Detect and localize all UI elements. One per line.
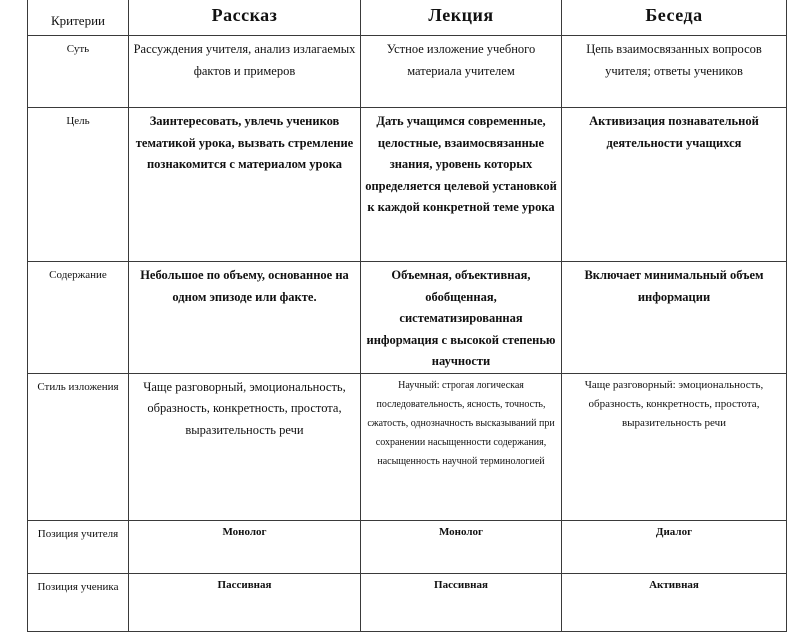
criterion-cell: Суть [28,36,129,108]
table-row [28,262,787,374]
lecture-cell: Объемная, объективная, обобщенная, систематизированная информация с высокой степенью научности [361,262,562,374]
table-row [28,36,787,108]
lecture-cell: Пассивная [361,573,562,631]
header-criteria: Критерии [28,0,129,36]
lecture-cell: Дать учащимся современные, целостные, взаимосвязанные знания, уровень которых определяется целевой установкой к каждой конкретной теме урока [361,108,562,262]
conversation-cell: Цепь взаимосвязанных вопросов учителя; ответы учеников [562,36,787,108]
story-cell: Монолог [129,520,361,573]
table-row [28,373,787,520]
conversation-cell: Активная [562,573,787,631]
conversation-cell: Диалог [562,520,787,573]
table-row [28,108,787,262]
criterion-cell: Содержание [28,262,129,374]
criterion-cell: Цель [28,108,129,262]
conversation-cell: Активизация познавательной деятельности учащихся [562,108,787,262]
table-row [28,573,787,631]
lecture-cell: Монолог [361,520,562,573]
conversation-cell: Включает минимальный объем информации [562,262,787,374]
conversation-cell: Чаще разговорный: эмоциональность, образность, конкретность, простота, выразительность речи [562,373,787,520]
lecture-cell: Устное изложение учебного материала учителем [361,36,562,108]
header-conversation: Беседа [562,0,787,36]
header-story: Рассказ [129,0,361,36]
lecture-cell: Научный: строгая логическая последовательность, ясность, точность, сжатость, однозначность высказываний при сохранении насыщенности содержания, насыщенность научной терминологией [361,373,562,520]
story-cell: Заинтересовать, увлечь учеников тематикой урока, вызвать стремление познакомится с материалом урока [129,108,361,262]
criterion-cell: Стиль изложения [28,373,129,520]
story-cell: Чаще разговорный, эмоциональность, образность, конкретность, простота, выразительность речи [129,373,361,520]
story-cell: Пассивная [129,573,361,631]
header-row [28,0,787,36]
criterion-cell: Позиция ученика [28,573,129,631]
header-lecture: Лекция [361,0,562,36]
table-row [28,520,787,573]
criterion-cell: Позиция учителя [28,520,129,573]
story-cell: Рассуждения учителя, анализ излагаемых фактов и примеров [129,36,361,108]
comparison-table [27,0,787,632]
story-cell: Небольшое по объему, основанное на одном эпизоде или факте. [129,262,361,374]
